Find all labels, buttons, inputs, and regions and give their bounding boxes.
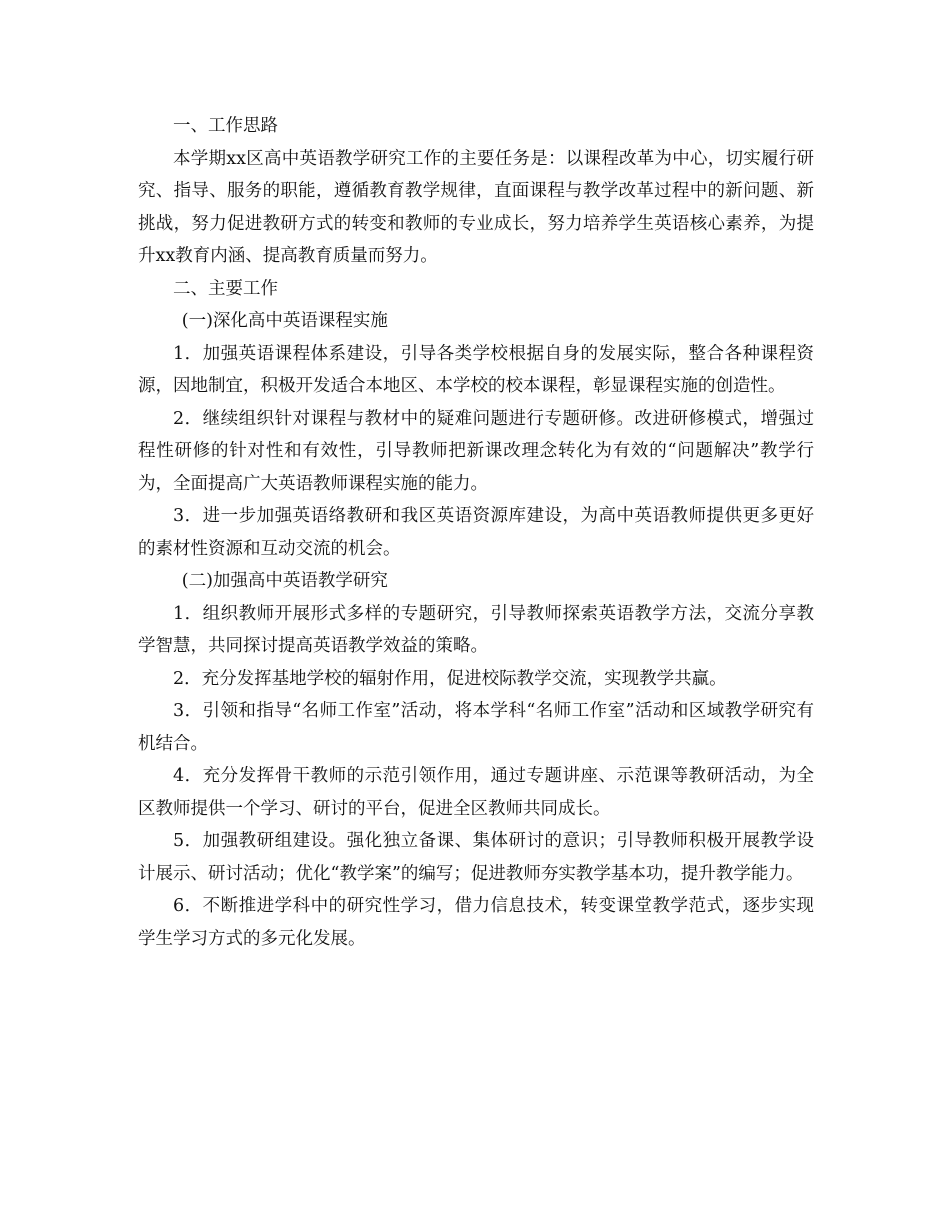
list-item-research-1: 1．组织教师开展形式多样的专题研究，引导教师探索英语教学方法，交流分享教学智慧，共同探讨提高英语教学效益的策略。	[138, 603, 814, 656]
section-heading-work-ideas: 一、工作思路	[173, 116, 278, 136]
paragraph-main-tasks: 本学期xx区高中英语教学研究工作的主要任务是：以课程改革为中心，切实履行研究、指导、服务的职能，遵循教育教学规律，直面课程与教学改革过程中的新问题、新挑战，努力促进教研方式的转变和教师的专业成长，努力培养学生英语核心素养，为提升xx教育内涵、提高教育质量而努力。	[138, 148, 814, 266]
list-item-research-5: 5．加强教研组建设。强化独立备课、集体研讨的意识；引导教师积极开展教学设计展示、研讨活动；优化“教学案”的编写；促进教师夯实教学基本功，提升教学能力。	[138, 831, 814, 884]
list-item-research-4: 4．充分发挥骨干教师的示范引领作用，通过专题讲座、示范课等教研活动，为全区教师提供一个学习、研讨的平台，促进全区教师共同成长。	[138, 766, 814, 819]
section-heading-main-work: 二、主要工作	[173, 278, 278, 299]
document-page	[138, 110, 814, 955]
list-item-curriculum-1: 1．加强英语课程体系建设，引导各类学校根据自身的发展实际，整合各种课程资源，因地制宜，积极开发适合本地区、本学校的校本课程，彰显课程实施的创造性。	[138, 343, 814, 396]
list-item-curriculum-2: 2．继续组织针对课程与教材中的疑难问题进行专题研修。改进研修模式，增强过程性研修的针对性和有效性，引导教师把新课改理念转化为有效的“问题解决”教学行为，全面提高广大英语教师课程实施的能力。	[138, 408, 814, 494]
list-item-curriculum-3: 3．进一步加强英语络教研和我区英语资源库建设，为高中英语教师提供更多更好的素材性资源和互动交流的机会。	[138, 506, 814, 559]
subsection-heading-research: (二)加强高中英语教学研究	[181, 571, 388, 591]
list-item-research-6: 6．不断推进学科中的研究性学习，借力信息技术，转变课堂教学范式，逐步实现学生学习方式的多元化发展。	[138, 896, 814, 949]
list-item-research-3: 3．引领和指导“名师工作室”活动，将本学科“名师工作室”活动和区域教学研究有机结合。	[138, 701, 814, 754]
list-item-research-2: 2．充分发挥基地学校的辐射作用，促进校际教学交流，实现教学共赢。	[173, 668, 727, 689]
subsection-heading-curriculum: (一)深化高中英语课程实施	[181, 311, 388, 331]
